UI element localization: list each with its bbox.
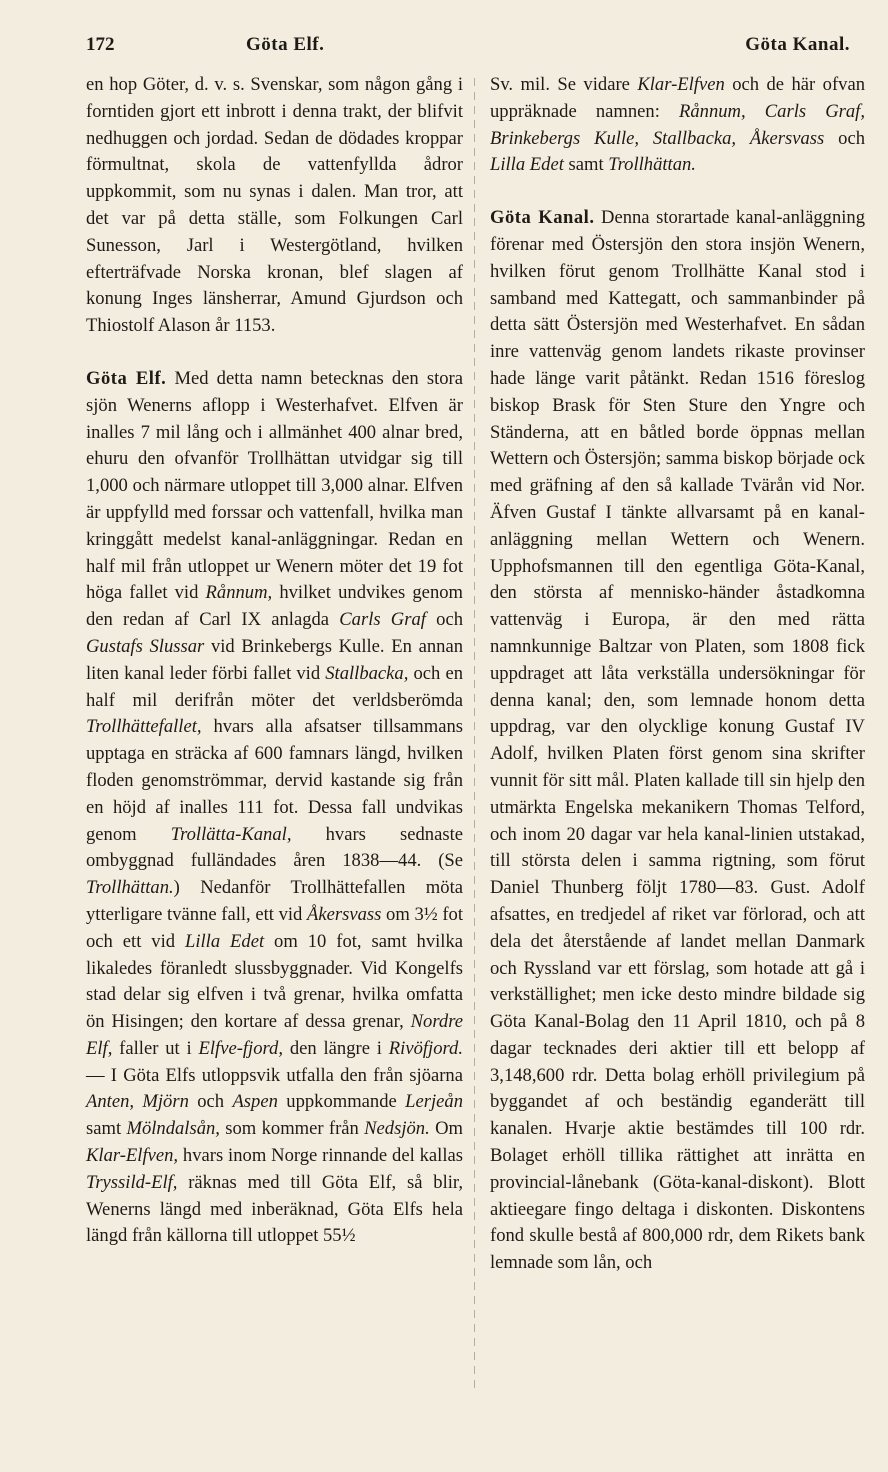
entry-heading-gota-elf: Göta Elf. [86,367,167,389]
running-head-right: Göta Kanal. [745,34,850,55]
page-header [86,34,866,64]
page-number: 172 [86,34,115,55]
entry-gota-elf: Göta Elf. Med detta namn betecknas den stora sjön Wenerns aflopp i Westerhafvet. Elfven är inalles 7 mil lång och i allmänhet 400 alnar bred, ehuru den ofvanför Trollhättan utvidgar sig till 1,000 och närmare utloppet till 3,000 alnar. Elfven är uppfylld med forssar och vattenfall, hvilka man kringgått medelst kanal-anläggningar. Redan en half mil från utloppet ur Wenern möter det 19 fot höga fallet vid Rånnum, hvilket undvikes genom den redan af Carl IX anlagda Carls Graf och Gustafs Slussar vid Brinkebergs Kulle. En annan liten kanal leder förbi fallet vid Stallbacka, och en half mil derifrån möter det verldsberömda Trollhättefallet, hvars alla afsatser tillsammans upptaga en sträcka af 600 famnars längd, hvilken floden genomströmmar, dervid kastande sig från en höjd af inalles 111 fot. Dessa fall undvikas genom Trollätta-Kanal, hvars sednaste ombyggnad fulländades åren 1838—44. (Se Trollhättan.) Nedanför Trollhättefallen möta ytterligare tvänne fall, ett vid Åkersvass om 3½ fot och ett vid Lilla Edet om 10 fot, samt hvilka likaledes föranledt slussbyggnader. Vid Kongelfs stad delar sig elfven i två grenar, hvilka omfatta ön Hisingen; den kortare af dessa grenar, Nordre Elf, faller ut i Elfve-fjord, den längre i Rivöfjord. — I Göta Elfs utloppsvik utfalla den från sjöarna Anten, Mjörn och Aspen uppkommande Lerjeån samt Mölndalsån, som kommer från Nedsjön. Om Klar-Elfven, hvars inom Norge rinnande del kallas Tryssild-Elf, räknas med till Göta Elf, så blir, Wenerns längd med inberäknad, Göta Elfs hela längd från källorna till utloppet 55½ [86,367,464,1247]
running-head-left: Göta Elf. [246,34,325,55]
paragraph-goter: en hop Göter, d. v. s. Svenskar, som någon gång i forntiden gjort ett inbrott i denna trakt, der blifvit nedhuggen och jordad. Sedan de dödades kroppar förmultnat, skola de vattenfyllda ådror uppkommit, som nu synas i dalen. Man tror, att det var på detta ställe, som Folkungen Carl Sunesson, Jarl i Westergötland, hvilken efterträfvade Norska kronan, blef slagen af konung Inges länsherrar, Amund Gjurdson och Thiostolf Alason år 1153. [86,74,463,337]
column-divider [474,78,475,1388]
paragraph-see-also: Sv. mil. Se vidare Klar-Elfven och de här ofvan uppräknade namnen: Rånnum, Carls Graf, Brinkebergs Kulle, Stallbacka, Åkersvass och Lilla Edet samt Trollhättan. [490,74,865,176]
left-column [86,72,463,1250]
right-column [490,72,865,1277]
entry-heading-gota-kanal: Göta Kanal. [490,207,595,229]
entry-gota-kanal: Göta Kanal. Denna storartade kanal-anläggning förenar med Östersjön den stora insjön Wenern, hvilken förut genom Trollhätte Kanal stod i samband med Kattegatt, och sammanbinder på detta sätt Östersjön med Westerhafvet. En sådan inre vattenväg genom landets rikaste provinser hade länge varit påtänkt. Redan 1516 föreslog biskop Brask för Sten Sture den Yngre och Ständerna, att en båtled borde öppnas mellan Wettern och Östersjön; samma biskop började ock med gräfning af den så kallade Tvärån vid Nor. Äfven Gustaf I tänkte allvarsamt på en kanal-anläggning mellan Wettern och Wenern. Upphofsmannen till den egentliga Göta-Kanal, den största af mennisko-händer åstadkomna vattenväg i Europa, är den med rätta namnkunnige Baltzar von Platen, som 1808 fick uppdraget att låta verkställa undersökningar för denna kanal; den, som lemnade honom detta uppdrag, var den olycklige konung Gustaf IV Adolf, hvilken Platen först genom sina skrifter vunnit för sitt mål. Platen kallade till sin hjelp den utmärkta Engelska mekanikern Thomas Telford, och inom 20 dagar var hela kanal-linien utstakad, till största delen i samma rigtning, som förut Daniel Thunberg följt 1780—83. Gust. Adolf afsattes, en tredjedel af riket var förlorad, och att dela det återstående af landet mellan Danmark och Ryssland var ett förslag, som hotade att gå i verkställighet; men icke desto mindre bildade sig Göta Kanal-Bolag den 11 April 1810, och på 8 dagar tecknades deri aktier till ett belopp af 3,148,600 rdr. Detta bolag erhöll privilegium på byggandet af och beständig eganderätt till kanalen. Hvarje aktie bestämdes till 100 rdr. Bolaget erhöll tillika rättighet att inrätta en provincial-lånebank (Göta-kanal-diskont). Blott aktieegare fingo deltaga i diskonten. Diskontens fond skulle bestå af 800,000 rdr, dem Rikets bank lemnade som lån, och [490,207,866,1274]
